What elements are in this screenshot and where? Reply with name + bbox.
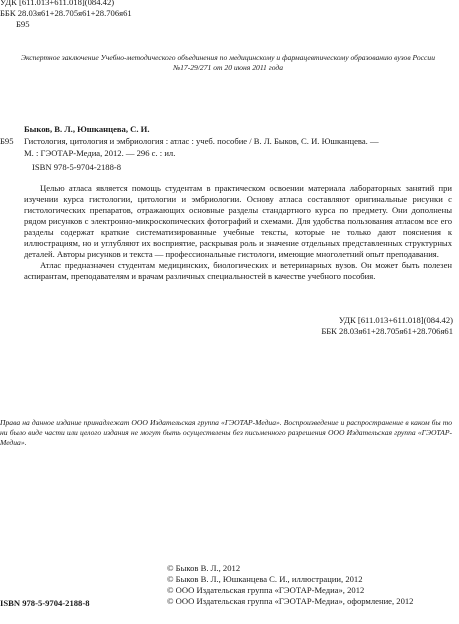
copyright-line: © Быков В. Л., 2012 (167, 563, 241, 573)
catalog-line-1: Гистология, цитология и эмбриология : атлас : учеб. пособие / В. Л. Быков, С. И. Юшканцева. — (24, 136, 379, 146)
footer-isbn: ISBN 978-5-9704-2188-8 (0, 598, 90, 608)
catalog-authors: Быков, В. Л., Юшканцева, С. И. (24, 124, 150, 134)
top-bbk: ББК 28.03я61+28.705я61+28.706я61 (0, 8, 132, 18)
annotation (24, 183, 452, 282)
copyright-list (167, 563, 413, 607)
approval-statement: Экспертное заключение Учебно-методического объединения по медицинскому и фармацевтическому образованию вузов России №17-29/271 от 20 июня 2011 года (20, 53, 436, 72)
catalog-line-2: М. : ГЭОТАР-Медиа, 2012. — 296 с. : ил. (24, 148, 176, 158)
catalog-code: Б95 (0, 136, 14, 146)
copyright-line: © ООО Издательская группа «ГЭОТАР-Медиа», оформление, 2012 (167, 596, 414, 606)
rights-notice: Права на данное издание принадлежат ООО Издательская группа «ГЭОТАР-Медиа». Воспроизведение и распространение в каком бы то ни было виде части или целого издания не могут быть осуществлены без письменного разрешения ООО Издательская группа «ГЭОТАР-Медиа». (0, 418, 452, 447)
bottom-bbk: ББК 28.03я61+28.705я61+28.706я61 (321, 326, 453, 336)
copyright-line: © Быков В. Л., Юшканцева С. И., иллюстрации, 2012 (167, 574, 363, 584)
catalog-isbn: ISBN 978-5-9704-2188-8 (32, 162, 122, 172)
annotation-paragraph-2: Атлас предназначен студентам медицинских, биологических и ветеринарных вузов. Он может быть полезен аспирантам, преподавателям и врачам различных специальностей в качестве учебного пособия. (24, 260, 452, 281)
top-codes (0, 0, 132, 30)
bottom-codes (321, 315, 453, 337)
top-udk: УДК [611.013+611.018](084.42) (0, 0, 115, 7)
annotation-paragraph-1: Целью атласа является помощь студентам в практическом освоении материала лабораторных занятий при изучении курса гистологии, цитологии и эмбриологии. Основу атласа составляют оригинальные рисунки с гистологических препаратов, отражающих основные разделы стандартного курса по предмету. Они дополнены рядом рисунков с электронно-микроскопических фотографий и схемами. Для удобства пользования атласом все его разделы содержат краткие систематизированные учебные тексты, которые не только дают пояснения к иллюстрациям, но и углубляют их восприятие, раскрывая роль и значение отдельных представленных структурных деталей. Авторы рисунков и текста — профессиональные гистологи, имеющие многолетний опыт преподавания. (24, 183, 452, 259)
bottom-udk: УДК [611.013+611.018](084.42) (338, 315, 453, 325)
top-code: Б95 (16, 19, 30, 29)
copyright-line: © ООО Издательская группа «ГЭОТАР-Медиа», 2012 (167, 585, 365, 595)
